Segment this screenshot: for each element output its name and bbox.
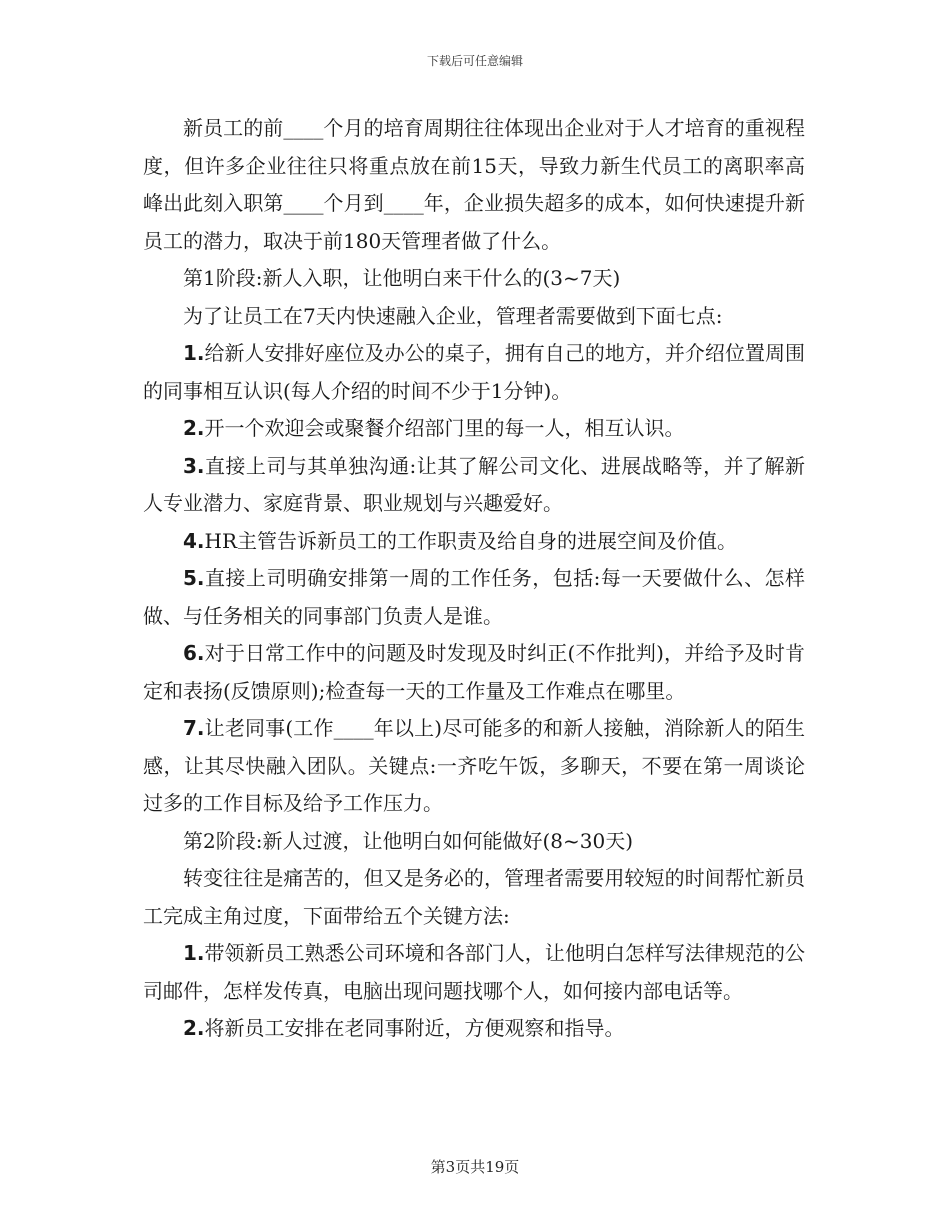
item-number: 5.: [183, 566, 205, 590]
item-text: 将新员工安排在老同事附近，方便观察和指导。: [204, 1016, 625, 1040]
item-text: 给新人安排好座位及办公的桌子，拥有自己的地方，并介绍位置周围的同事相互认识(每人介绍的时间不少于1分钟)。: [143, 341, 805, 403]
item-text: 对于日常工作中的问题及时发现及时纠正(不作批判)，并给予及时肯定和表扬(反馈原则);检查每一天的工作量及工作难点在哪里。: [143, 641, 805, 703]
stage2-lead: 转变往往是痛苦的，但又是务必的，管理者需要用较短的时间帮忙新员工完成主角过度，下面带给五个关键方法:: [143, 866, 805, 928]
page-number-footer: 第3页共19页: [430, 1158, 520, 1176]
stage1-item-1: [143, 335, 805, 410]
item-number: 1.: [183, 341, 205, 365]
item-number: 3.: [183, 453, 205, 478]
stage1-item-6: [143, 635, 805, 710]
item-text: 让老同事(工作____年以上)尽可能多的和新人接触，消除新人的陌生感，让其尽快融入团队。关键点:一齐吃午饭，多聊天，不要在第一周谈论过多的工作目标及给予工作压力。: [143, 716, 805, 815]
stage1-item-5: [143, 560, 805, 635]
stage1-item-7: [143, 710, 805, 823]
document-body: [143, 110, 805, 1048]
item-number: 1.: [183, 941, 205, 965]
page-header-note: 下载后可任意编辑: [426, 54, 523, 68]
item-number: 6.: [183, 641, 205, 665]
stage1-item-4: [143, 523, 805, 561]
item-number: 2.: [183, 416, 205, 440]
stage1-lead: 为了让员工在7天内快速融入企业，管理者需要做到下面七点:: [183, 303, 723, 328]
item-number: 2.: [183, 1016, 205, 1040]
item-text: 直接上司与其单独沟通:让其了解公司文化、进展战略等，并了解新人专业潜力、家庭背景、职业规划与兴趣爱好。: [143, 453, 805, 515]
stage2-heading: 第2阶段:新人过渡，让他明白如何能做好(8~30天): [183, 828, 633, 853]
item-text: 直接上司明确安排第一周的工作任务，包括:每一天要做什么、怎样做、与任务相关的同事部门负责人是谁。: [143, 566, 805, 628]
stage1-heading: 第1阶段:新人入职，让他明白来干什么的(3~7天): [183, 266, 621, 290]
item-text: 带领新员工熟悉公司环境和各部门人，让他明白怎样写法律规范的公司邮件，怎样发传真，电脑出现问题找哪个人，如何接内部电话等。: [143, 941, 805, 1003]
item-number: 7.: [183, 716, 205, 740]
item-text: 开一个欢迎会或聚餐介绍部门里的每一人，相互认识。: [204, 416, 685, 440]
stage2-item-1: [143, 935, 805, 1010]
item-number: 4.: [183, 528, 205, 553]
intro-paragraph: 新员工的前____个月的培育周期往往体现出企业对于人才培育的重视程度，但许多企业往往只将重点放在前15天，导致力新生代员工的离职率高峰出此刻入职第____个月到____年，企业损失超多的成本，如何快速提升新员工的潜力，取决于前180天管理者做了什么。: [143, 116, 805, 253]
stage1-item-2: [143, 410, 805, 448]
stage1-item-3: [143, 448, 805, 523]
stage2-item-2: [143, 1010, 805, 1048]
item-text: HR主管告诉新员工的工作职责及给自身的进展空间及价值。: [204, 528, 738, 553]
